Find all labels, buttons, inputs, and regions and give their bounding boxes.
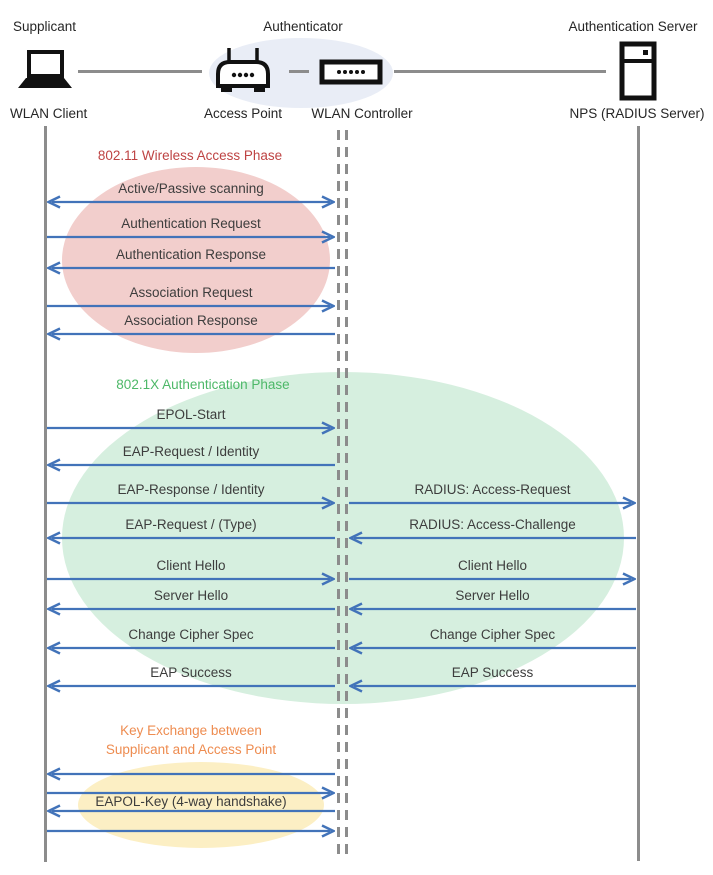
access-point-icon [212,46,274,96]
message-arrow-left [47,766,335,782]
wlan-controller-icon [319,59,383,85]
role-authenticator: Authenticator [263,19,343,34]
message-label: Server Hello [153,588,229,603]
message-label: EAP Success [451,665,534,680]
phase3-title-line1: Key Exchange between [120,723,262,738]
phase3-title [55,721,327,759]
message-arrow-right [349,495,636,511]
phase1-title: 802.11 Wireless Access Phase [97,148,283,163]
connector-line [394,70,606,73]
message-label: Server Hello [455,588,530,603]
phase3-title-line2: Supplicant and Access Point [105,742,277,757]
message-arrow-left [349,601,636,617]
message-arrow-both [47,194,335,210]
message-label: EAP-Request / (Type) [125,517,257,532]
message-label: Client Hello [457,558,528,573]
node-access-point: Access Point [203,106,283,121]
message-arrow-left [349,530,636,546]
message-arrow-right [47,571,335,587]
message-arrow-left [47,640,335,656]
message-label: Authentication Response [115,247,267,262]
message-label: Active/Passive scanning [118,181,264,196]
message-label: Client Hello [156,558,226,573]
message-arrow-left [47,326,335,342]
lifeline-wlan-controller-right [345,130,348,857]
laptop-icon [14,50,76,92]
node-wlan-controller: WLAN Controller [311,106,413,121]
message-arrow-left [47,530,335,546]
lifeline-wlan-controller-left [337,130,340,857]
message-arrow-right [47,823,335,839]
message-arrow-left [47,260,335,276]
message-label: Change Cipher Spec [429,627,556,642]
connector-line [289,70,309,73]
message-arrow-right [47,298,335,314]
connector-line [78,70,202,73]
node-nps-radius-server: NPS (RADIUS Server) [569,106,705,121]
message-arrow-right [47,420,335,436]
server-icon [619,41,657,101]
role-supplicant: Supplicant [13,19,77,34]
message-arrow-right [349,571,636,587]
message-label: EAP Success [150,665,232,680]
message-arrow-left [47,457,335,473]
message-arrow-left [349,678,636,694]
message-arrow-right [47,495,335,511]
message-label: Change Cipher Spec [128,627,254,642]
message-label: RADIUS: Access-Challenge [409,517,576,532]
message-label: EAP-Request / Identity [122,444,260,459]
message-label: Association Response [124,313,258,328]
message-label: EAPOL-Key (4-way handshake) [95,794,287,809]
message-arrow-right [47,229,335,245]
message-arrow-left [47,803,335,819]
phase2-title: 802.1X Authentication Phase [116,377,290,392]
message-label: RADIUS: Access-Request [414,482,571,497]
message-arrow-left [47,678,335,694]
role-authentication-server: Authentication Server [568,19,698,34]
message-label: Association Request [129,285,253,300]
message-arrow-left [47,601,335,617]
message-label: EAP-Response / Identity [117,482,265,497]
message-label: EPOL-Start [156,407,226,422]
lifeline-nps-server [637,126,640,861]
message-label: Authentication Request [121,216,261,231]
message-arrow-left [349,640,636,656]
node-wlan-client: WLAN Client [10,106,88,121]
